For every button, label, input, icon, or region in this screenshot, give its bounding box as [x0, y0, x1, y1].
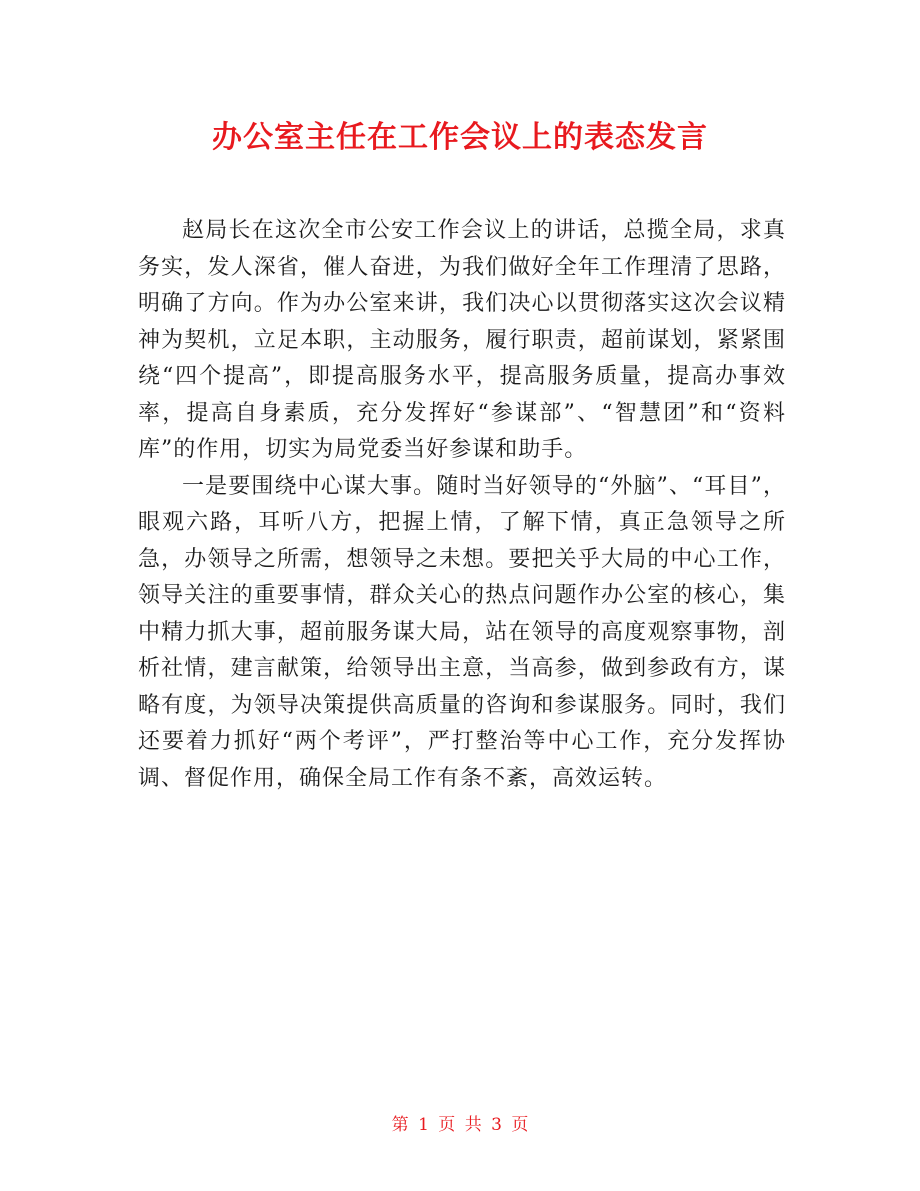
page-number-footer: 第 1 页 共 3 页 — [391, 1115, 529, 1135]
paragraph-point-one: 一是要围绕中心谋大事。随时当好领导的“外脑”、“耳目”，眼观六路，耳听八方，把握上情，了解下情，真正急领导之所急，办领导之所需，想领导之未想。要把关乎大局的中心工作，领导关注的重要事情，群众关心的热点问题作办公室的核心，集中精力抓大事，超前服务谋大局，站在领导的高度观察事物，剖析社情，建言献策，给领导出主意，当高参，做到参政有方，谋略有度，为领导决策提供高质量的咨询和参谋服务。同时，我们还要着力抓好“两个考评”，严打整治等中心工作，充分发挥协调、督促作用，确保全局工作有条不紊，高效运转。 — [138, 473, 786, 791]
document-body — [138, 213, 786, 797]
paragraph-intro: 赵局长在这次全市公安工作会议上的讲话，总揽全局，求真务实，发人深省，催人奋进，为我们做好全年工作理清了思路，明确了方向。作为办公室来讲，我们决心以贯彻落实这次会议精神为契机，立足本职，主动服务，履行职责，超前谋划，紧紧围绕“四个提高”，即提高服务水平，提高服务质量，提高办事效率，提高自身素质，充分发挥好“参谋部”、“智慧团”和“资料库”的作用，切实为局党委当好参谋和助手。 — [138, 218, 786, 462]
document-title: 办公室主任在工作会议上的表态发言 — [212, 120, 708, 155]
